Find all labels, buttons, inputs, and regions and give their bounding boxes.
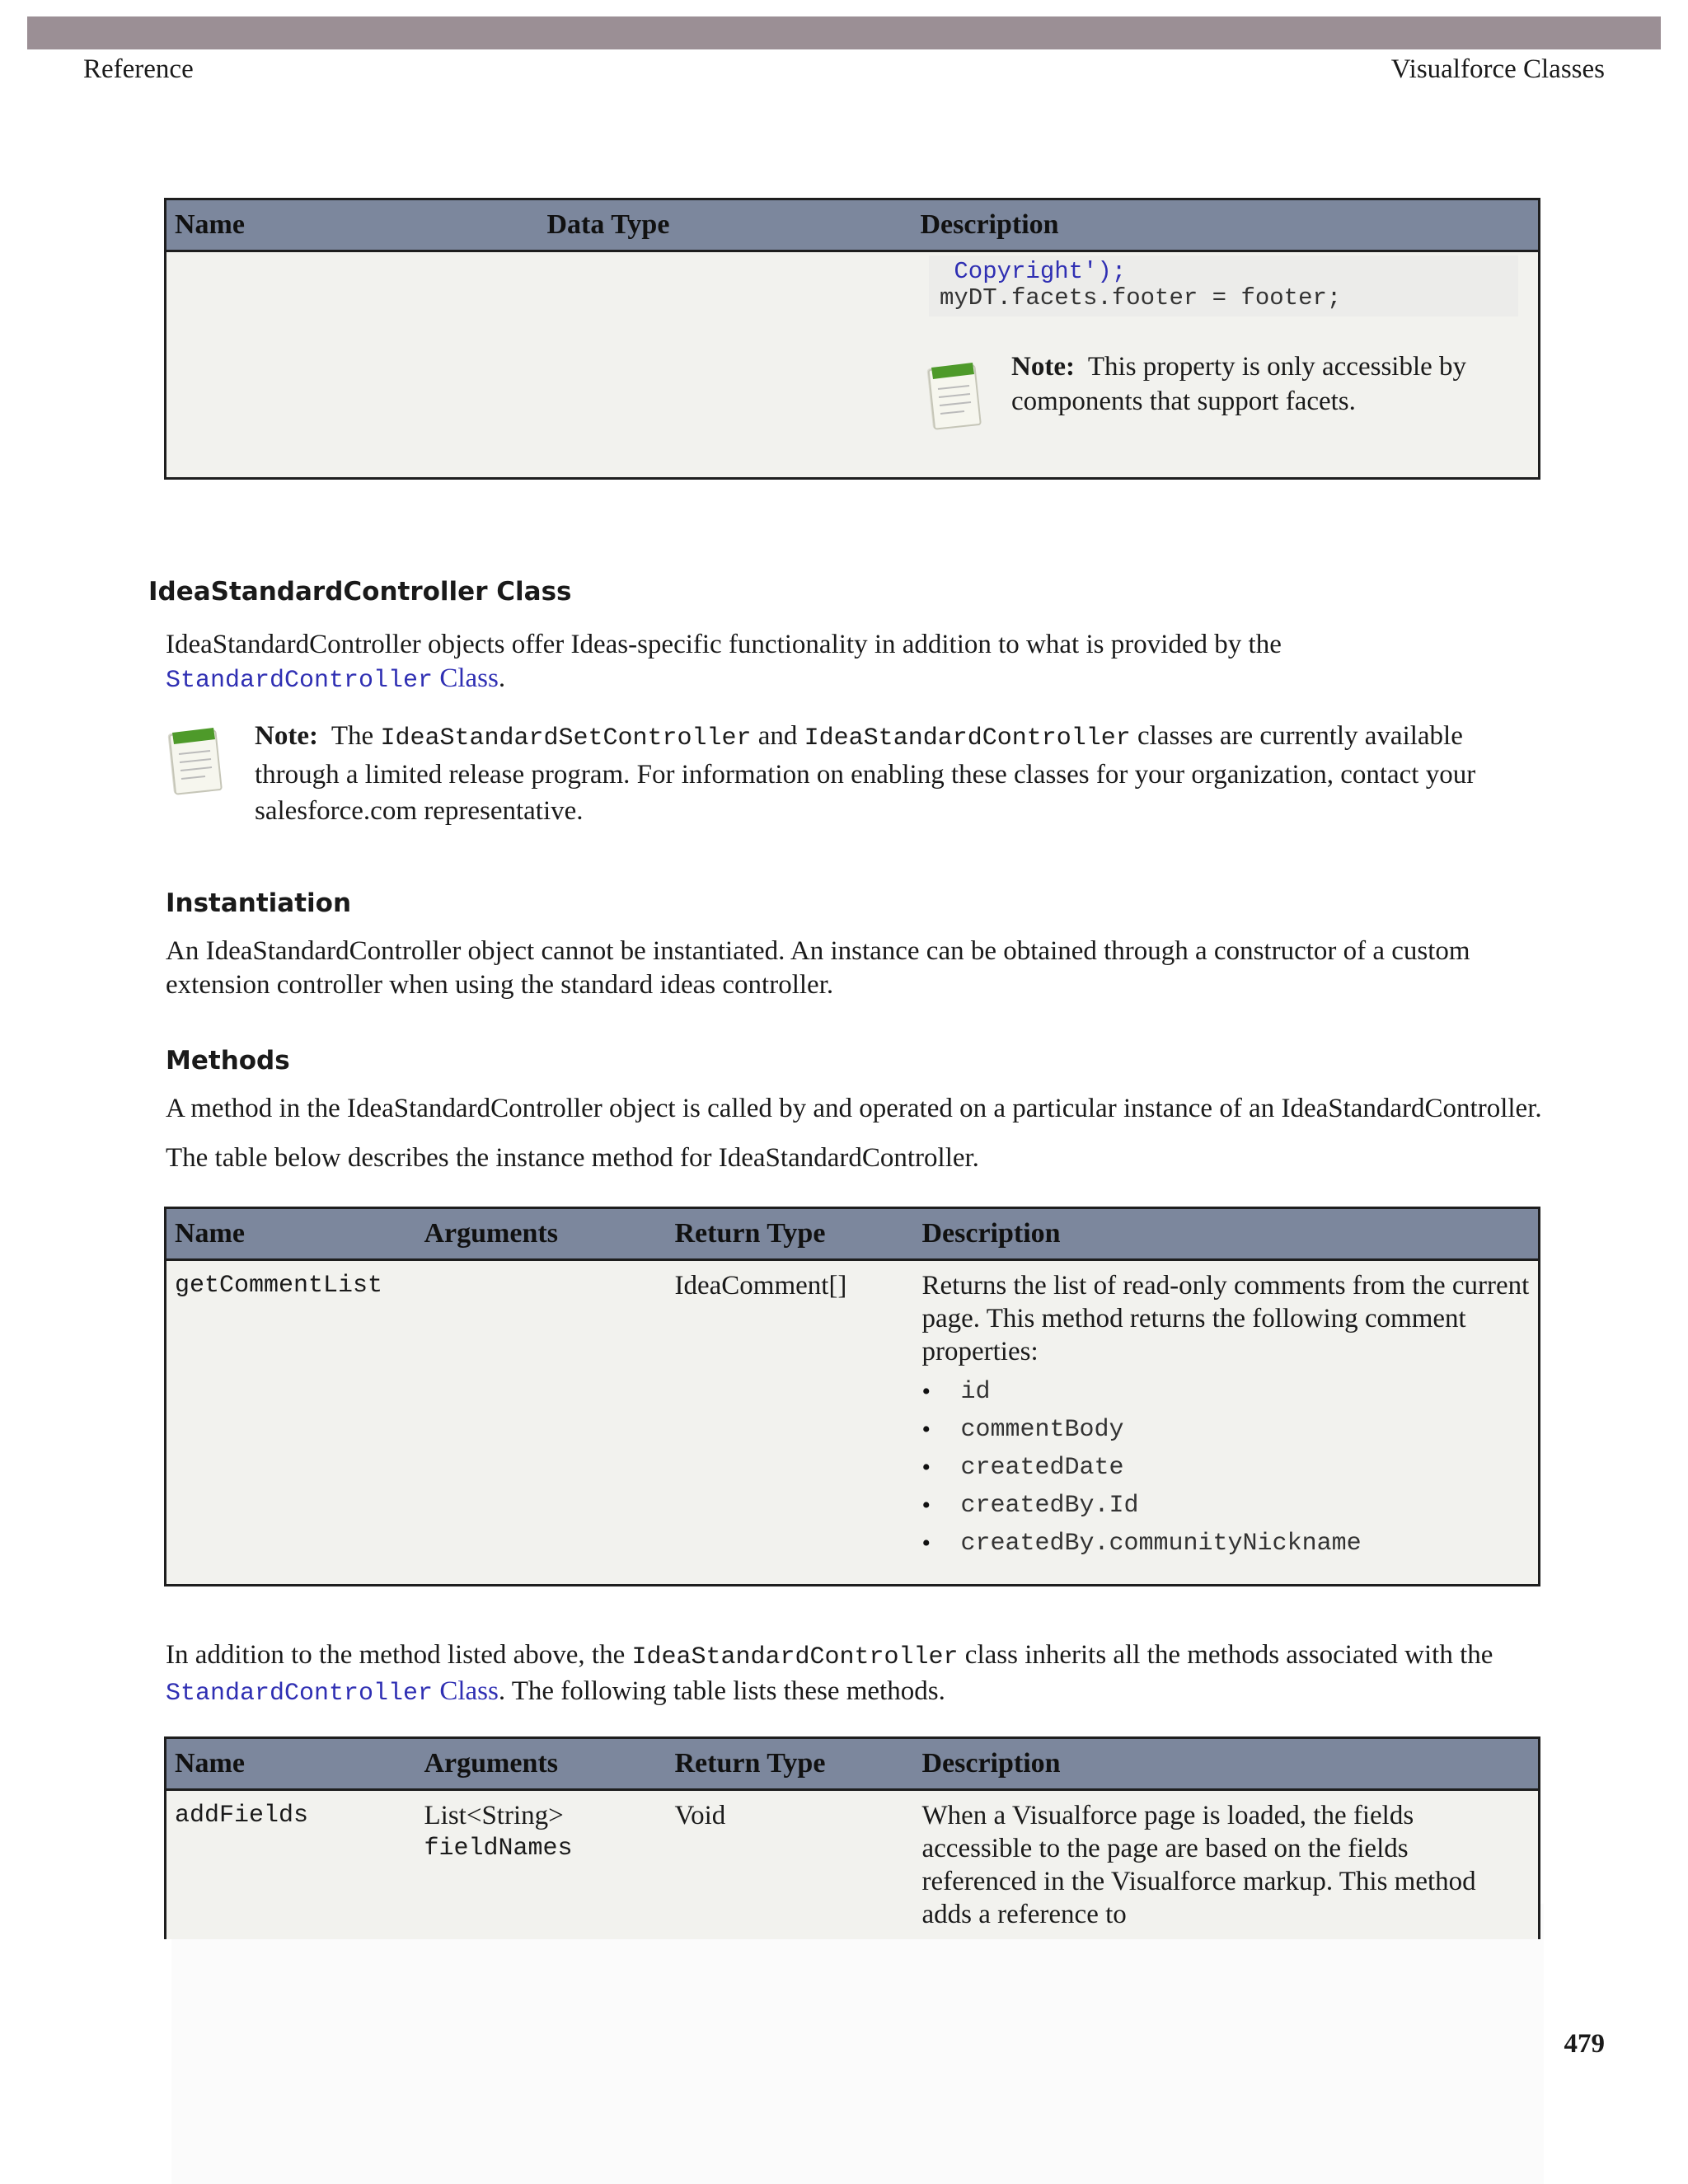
column-header-description: Description [914,1738,1540,1790]
description-text: Returns the list of read-only comments from the current page. This method returns the following comment properties: [921,1271,1530,1366]
standardcontroller-link[interactable]: StandardController [166,667,434,695]
note-label: Note: [255,721,318,751]
inherit-text: In addition to the method listed above, the [166,1640,626,1670]
code-line: Copyright'); [940,258,1127,285]
table-row [166,1260,1540,1586]
note-icon [164,721,227,797]
column-header-return-type: Return Type [667,1738,914,1790]
column-header-description: Description [914,1208,1540,1260]
inherited-methods-table [164,1736,1540,1939]
property-list [922,1373,1531,1563]
facets-property-table [164,198,1540,480]
column-header-name: Name [166,1738,416,1790]
methods-heading: Methods [166,1046,290,1076]
method-description [914,1260,1540,1586]
column-header-name: Name [166,199,539,251]
method-arguments [416,1790,667,1940]
method-name: getCommentList [175,1272,383,1300]
running-header-right: Visualforce Classes [1390,54,1605,84]
argument-name: fieldNames [424,1835,573,1863]
methods-text: A method in the IdeaStandardController object is called by and operated on a particular instance of an IdeaStandardController. [166,1094,1542,1123]
section-title: IdeaStandardController Class [148,577,572,607]
page-shadow [171,1904,1544,2184]
code-term: IdeaStandardController [804,724,1131,752]
instantiation-text: An IdeaStandardController object cannot be instantiated. An instance can be obtained through a constructor of a custom extension controller when using the standard ideas controller. [166,936,1470,1000]
code-term: IdeaStandardSetController [380,724,752,752]
column-header-arguments: Arguments [416,1208,667,1260]
instance-methods-table [164,1207,1540,1586]
page-number: 479 [1564,2029,1605,2059]
list-item: • createdBy.Id [922,1487,1531,1525]
column-header-arguments: Arguments [416,1738,667,1790]
method-return-type: IdeaComment[] [674,1271,847,1301]
list-item: • commentBody [922,1411,1531,1449]
limited-release-note [255,718,1540,829]
argument-type: List<String> [424,1801,564,1830]
note-label: Note: [1011,352,1075,382]
column-header-data-type: Data Type [539,199,912,251]
table-row [166,1790,1540,1940]
method-arguments [416,1260,667,1586]
column-header-name: Name [166,1208,416,1260]
list-item: • id [922,1373,1531,1411]
method-name: addFields [175,1802,309,1830]
note-text: The [331,721,374,751]
inherit-text: . The following table lists these methods. [498,1676,945,1706]
note-text: classes are currently available through a limited release program. For information on enabling these classes for your organization, contact your salesforce.com representative. [255,721,1476,826]
methods-table-intro: The table below describes the instance method for IdeaStandardController. [166,1143,979,1173]
method-description: When a Visualforce page is loaded, the fields accessible to the page are based on the fields referenced in the Visualforce markup. This method adds a reference to [921,1801,1476,1929]
intro-paragraph [166,628,1542,698]
instantiation-heading: Instantiation [166,888,352,918]
note-text: and [757,721,798,751]
intro-text: IdeaStandardController objects offer Ideas-specific functionality in addition to what is provided by the [166,630,1282,659]
note-text [1011,349,1522,419]
list-item: • createdDate [922,1449,1531,1487]
running-header-left: Reference [83,54,194,84]
intro-end: . [498,663,506,693]
note-icon [923,356,986,432]
column-header-return-type: Return Type [667,1208,914,1260]
list-item: • createdBy.communityNickname [922,1525,1531,1563]
standardcontroller-link[interactable]: StandardController [166,1680,434,1708]
class-link[interactable]: Class [439,663,499,693]
column-header-description: Description [912,199,1540,251]
code-line: myDT.facets.footer = footer; [940,284,1342,312]
inherit-text: class inherits all the methods associated with the [964,1640,1493,1670]
method-return-type: Void [674,1801,726,1830]
class-link[interactable]: Class [439,1676,499,1706]
code-term: IdeaStandardController [631,1643,959,1671]
note-body: This property is only accessible by components that support facets. [1011,352,1467,416]
inherit-paragraph [166,1638,1542,1711]
header-bar [27,16,1661,49]
